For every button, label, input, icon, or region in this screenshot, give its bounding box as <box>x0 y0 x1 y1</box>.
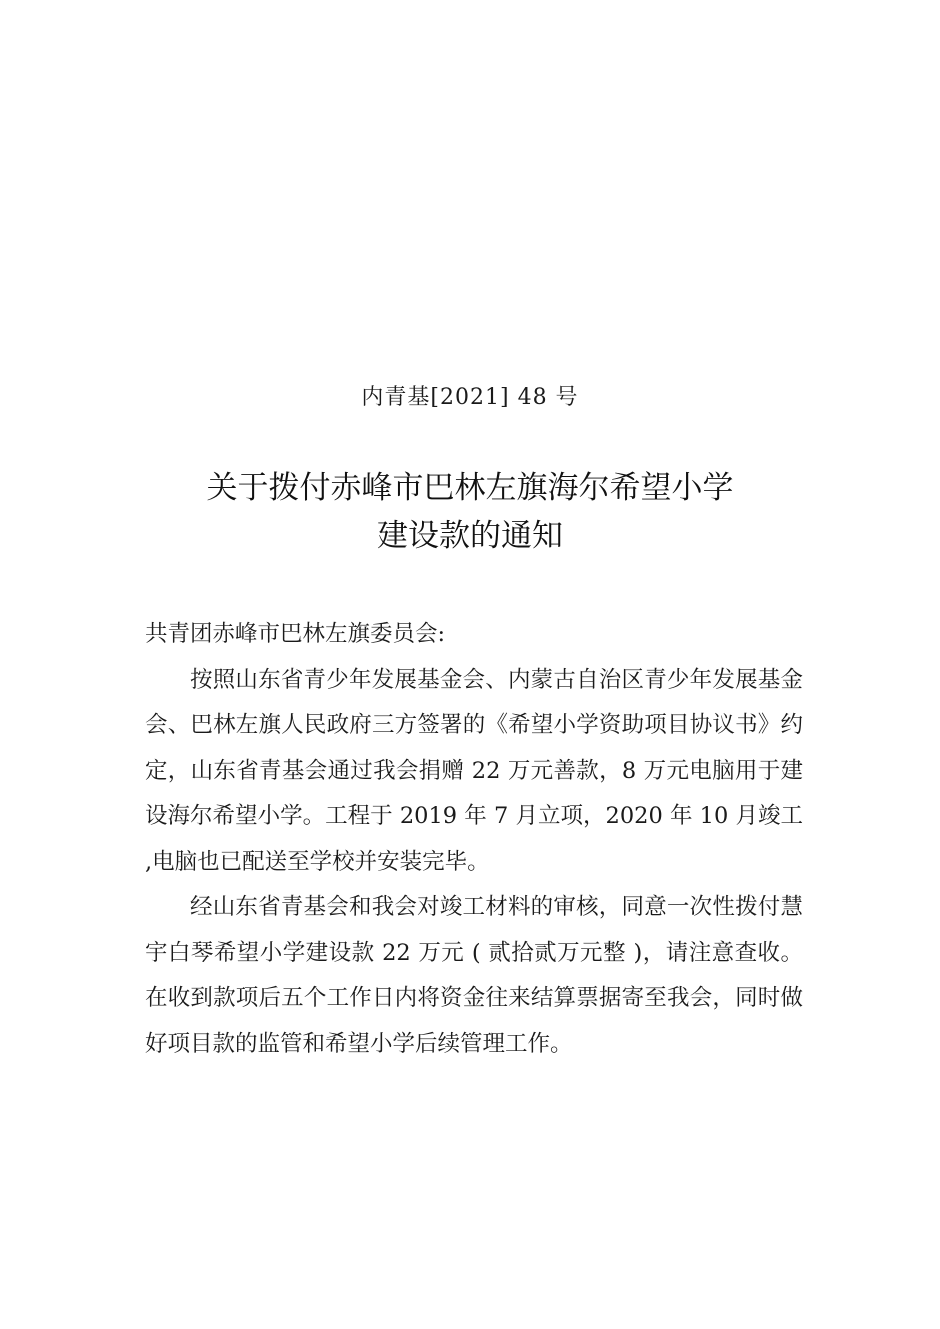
paragraph-funding-background: 按照山东省青少年发展基金会、内蒙古自治区青少年发展基金会、巴林左旗人民政府三方签署的《希望小学资助项目协议书》约定，山东省青基会通过我会捐赠 22 万元善款，8 万元电脑用于建设海尔希望小学。工程于 2019 年 7 月立项，2020 年 10 月竣工,电脑也已配送至学校并安装完毕。 <box>145 666 803 875</box>
salutation: 共青团赤峰市巴林左旗委员会: <box>145 621 446 647</box>
document-number: 内青基[2021] 48 号 <box>361 385 579 410</box>
paragraph-payment-notice: 经山东省青基会和我会对竣工材料的审核，同意一次性拨付慧宇白琴希望小学建设款 22 万元 ( 贰拾贰万元整 )，请注意查收。在收到款项后五个工作日内将资金往来结算票据寄至我会，同时做好项目款的监管和希望小学后续管理工作。 <box>145 894 803 1057</box>
title-line-1: 关于拨付赤峰市巴林左旗海尔希望小学 <box>206 470 734 506</box>
document-body <box>145 612 803 1067</box>
document-title <box>0 464 940 560</box>
title-line-2: 建设款的通知 <box>377 518 563 554</box>
